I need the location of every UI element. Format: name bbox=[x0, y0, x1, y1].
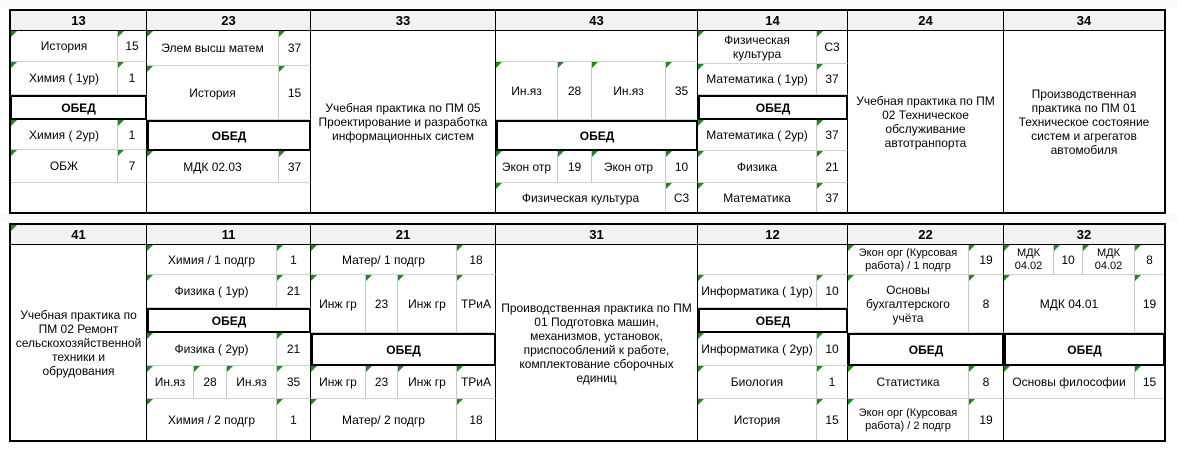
subject-cell: МДК 04.01 bbox=[1004, 275, 1134, 333]
room-cell: 8 bbox=[968, 366, 1004, 399]
subject-cell: МДК 04.02 bbox=[1082, 245, 1134, 275]
room-cell: 1 bbox=[816, 366, 848, 399]
practice-cell: Учебная практика по ПМ 05 Проектирование и разработка информационных систем bbox=[311, 31, 496, 213]
subject-cell: Экон орг (Курсовая работа) / 1 подгр bbox=[848, 245, 968, 275]
subject-cell: Экон отр bbox=[496, 151, 557, 183]
room-cell: 19 bbox=[968, 245, 1004, 275]
group-header-23: 23 bbox=[147, 10, 311, 31]
room-cell: ТРиА bbox=[456, 275, 496, 333]
room-cell: 1 bbox=[117, 62, 147, 95]
subject-cell: Физическая культура bbox=[496, 183, 665, 213]
subject-cell: Химия / 2 подгр bbox=[147, 399, 276, 441]
subject-cell: Физика ( 1ур) bbox=[147, 275, 276, 308]
subject-cell: Информатика ( 1ур) bbox=[698, 275, 816, 308]
subject-cell: ОБЖ bbox=[10, 150, 117, 183]
room-cell: 18 bbox=[456, 399, 496, 441]
room-cell: 37 bbox=[816, 120, 848, 151]
subject-cell: Физика ( 2ур) bbox=[147, 333, 276, 366]
room-cell: 19 bbox=[968, 399, 1004, 441]
group-header-31: 31 bbox=[496, 224, 698, 245]
lunch-break: ОБЕД bbox=[147, 308, 311, 333]
subject-cell: История bbox=[10, 31, 117, 62]
room-cell: С3 bbox=[816, 31, 848, 64]
room-cell: 35 bbox=[276, 366, 311, 399]
room-cell: 21 bbox=[276, 333, 311, 366]
group-header-33: 33 bbox=[311, 10, 496, 31]
room-cell: 8 bbox=[1134, 245, 1165, 275]
practice-cell: Учебная практика по ПМ 02 Техническое обслуживание автотранпорта bbox=[848, 31, 1004, 213]
room-cell: С3 bbox=[665, 183, 698, 213]
practice-cell: Проиводственная практика по ПМ 01 Подготовка машин, механизмов, установок, приспособлений к работе, комплектование сборочных единиц bbox=[496, 245, 698, 441]
room-cell: 10 bbox=[816, 333, 848, 366]
group-header-21: 21 bbox=[311, 224, 496, 245]
room-cell: 21 bbox=[816, 151, 848, 183]
group-header-41: 41 bbox=[10, 224, 147, 245]
group-header-22: 22 bbox=[848, 224, 1004, 245]
group-header-43: 43 bbox=[496, 10, 698, 31]
room-cell: 28 bbox=[557, 62, 591, 120]
lunch-break: ОБЕД bbox=[848, 333, 1004, 366]
lunch-break: ОБЕД bbox=[311, 333, 496, 366]
subject-cell: Статистика bbox=[848, 366, 968, 399]
empty-cell bbox=[698, 245, 848, 275]
group-header-13: 13 bbox=[10, 10, 147, 31]
subject-cell: Физическая культура bbox=[698, 31, 816, 64]
subject-cell: Инж гр bbox=[397, 275, 456, 333]
room-cell: 15 bbox=[278, 66, 311, 120]
group-header-14: 14 bbox=[698, 10, 848, 31]
empty-cell bbox=[147, 183, 311, 213]
room-cell: 10 bbox=[816, 275, 848, 308]
group-header-24: 24 bbox=[848, 10, 1004, 31]
room-cell: 18 bbox=[456, 245, 496, 275]
empty-cell bbox=[496, 31, 698, 62]
subject-cell: Матер/ 2 подгр bbox=[311, 399, 456, 441]
subject-cell: Экон орг (Курсовая работа) / 2 подгр bbox=[848, 399, 968, 441]
room-cell: 7 bbox=[117, 150, 147, 183]
room-cell: 15 bbox=[816, 399, 848, 441]
subject-cell: Информатика ( 2ур) bbox=[698, 333, 816, 366]
subject-cell: Элем высш матем bbox=[147, 31, 278, 66]
lunch-break: ОБЕД bbox=[698, 95, 848, 120]
room-cell: 15 bbox=[1134, 366, 1165, 399]
subject-cell: Ин.яз bbox=[496, 62, 557, 120]
lunch-break: ОБЕД bbox=[147, 120, 311, 151]
subject-cell: Математика ( 2ур) bbox=[698, 120, 816, 151]
subject-cell: Ин.яз bbox=[226, 366, 276, 399]
subject-cell: История bbox=[698, 399, 816, 441]
group-header-12: 12 bbox=[698, 224, 848, 245]
lunch-break: ОБЕД bbox=[496, 120, 698, 151]
subject-cell: Химия / 1 подгр bbox=[147, 245, 276, 275]
room-cell: 28 bbox=[193, 366, 226, 399]
subject-cell: МДК 02.03 bbox=[147, 151, 278, 183]
subject-cell: Основы бухгалтерского учёта bbox=[848, 275, 968, 333]
room-cell: 10 bbox=[665, 151, 698, 183]
subject-cell: Математика ( 1ур) bbox=[698, 64, 816, 95]
room-cell: 37 bbox=[816, 183, 848, 213]
lunch-break: ОБЕД bbox=[1004, 333, 1165, 366]
room-cell: 1 bbox=[276, 399, 311, 441]
room-cell: 23 bbox=[365, 275, 397, 333]
group-header-34: 34 bbox=[1004, 10, 1165, 31]
room-cell: 37 bbox=[278, 31, 311, 66]
room-cell: 37 bbox=[278, 151, 311, 183]
room-cell: 1 bbox=[276, 245, 311, 275]
room-cell: 10 bbox=[1053, 245, 1082, 275]
empty-cell bbox=[1004, 399, 1165, 441]
room-cell: 15 bbox=[117, 31, 147, 62]
subject-cell: Экон отр bbox=[591, 151, 665, 183]
subject-cell: Биология bbox=[698, 366, 816, 399]
empty-cell bbox=[10, 183, 147, 213]
practice-cell: Учебная практика по ПМ 02 Ремонт сельскохозяйственной техники и обрудования bbox=[10, 245, 147, 441]
room-cell: 37 bbox=[816, 64, 848, 95]
subject-cell: МДК 04.02 bbox=[1004, 245, 1053, 275]
room-cell: 1 bbox=[117, 120, 147, 150]
subject-cell: Математика bbox=[698, 183, 816, 213]
practice-cell: Производственная практика по ПМ 01 Техническое состояние систем и агрегатов автомобиля bbox=[1004, 31, 1165, 213]
room-cell: 19 bbox=[1134, 275, 1165, 333]
subject-cell: История bbox=[147, 66, 278, 120]
subject-cell: Физика bbox=[698, 151, 816, 183]
subject-cell: Химия ( 1ур) bbox=[10, 62, 117, 95]
subject-cell: Химия ( 2ур) bbox=[10, 120, 117, 150]
room-cell: 35 bbox=[665, 62, 698, 120]
lunch-break: ОБЕД bbox=[698, 308, 848, 333]
subject-cell: Инж гр bbox=[397, 366, 456, 399]
subject-cell: Инж гр bbox=[311, 275, 365, 333]
subject-cell: Матер/ 1 подгр bbox=[311, 245, 456, 275]
subject-cell: Инж гр bbox=[311, 366, 365, 399]
subject-cell: Ин.яз bbox=[147, 366, 193, 399]
room-cell: ТРиА bbox=[456, 366, 496, 399]
room-cell: 19 bbox=[557, 151, 591, 183]
subject-cell: Основы философии bbox=[1004, 366, 1134, 399]
subject-cell: Ин.яз bbox=[591, 62, 665, 120]
group-header-32: 32 bbox=[1004, 224, 1165, 245]
group-header-11: 11 bbox=[147, 224, 311, 245]
room-cell: 21 bbox=[276, 275, 311, 308]
lunch-break: ОБЕД bbox=[10, 95, 147, 120]
room-cell: 8 bbox=[968, 275, 1004, 333]
room-cell: 23 bbox=[365, 366, 397, 399]
